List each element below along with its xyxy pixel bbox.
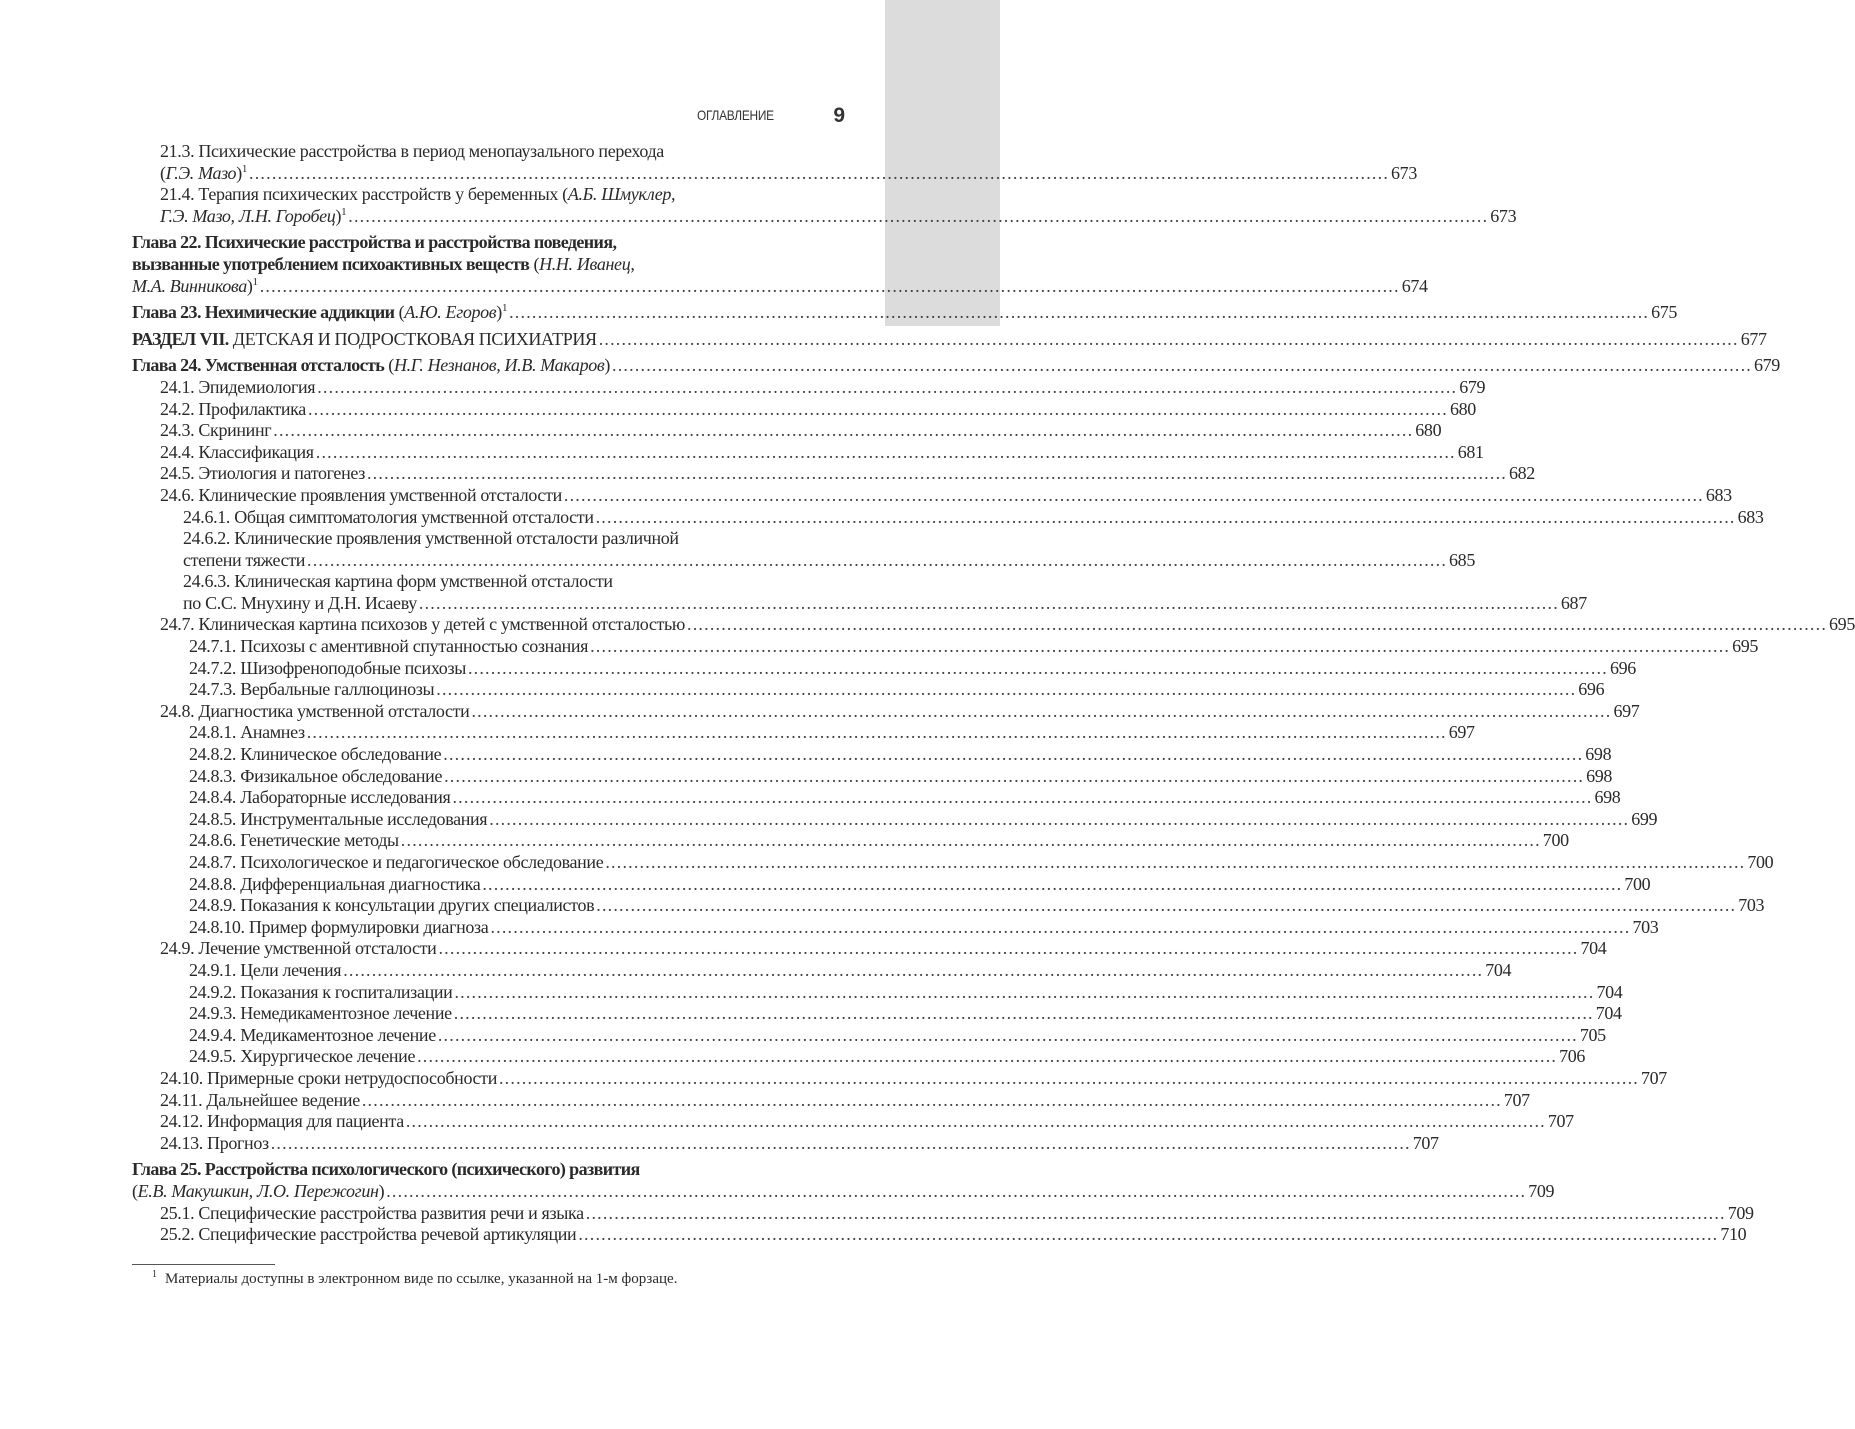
dot-leader: ........................................................................................................................................................................................................ — [452, 787, 1593, 808]
toc-entry-segment: ) — [246, 275, 253, 296]
toc-entry — [132, 1180, 1555, 1203]
toc-entry-segment: 24.9. Лечение умственной отсталости — [160, 938, 437, 959]
toc-page-number: 706 — [1559, 1046, 1586, 1067]
toc-entry — [132, 302, 1678, 324]
toc-entry-text — [160, 463, 365, 485]
toc-page-number: 707 — [1503, 1089, 1530, 1110]
toc-entry-text — [189, 766, 442, 788]
footnote-ref: 1 — [341, 205, 347, 218]
toc-entry-segment: 24.8.9. Показания к консультации других специалистов — [189, 895, 595, 916]
toc-entry-segment: ) — [496, 302, 502, 323]
toc-entry-text — [132, 254, 635, 276]
toc-entry-text — [160, 1203, 584, 1225]
toc-entry-segment: А.Ю. Егоров — [404, 302, 497, 323]
toc-page-number: 698 — [1594, 787, 1621, 808]
dot-leader: ........................................................................................................................................................................................................ — [612, 355, 1752, 376]
dot-leader: ........................................................................................................................................................................................................ — [259, 275, 1400, 296]
dot-leader: ........................................................................................................................................................................................................ — [443, 744, 1584, 765]
toc-entry-text — [160, 141, 664, 163]
toc-entry — [132, 398, 1476, 421]
toc-entry — [132, 376, 1486, 399]
toc-entry-segment: ( — [384, 355, 394, 376]
toc-entry-segment: 21.4. Терапия психических расстройств у беременных ( — [160, 184, 568, 205]
toc-entry-segment: 24.4. Классификация — [160, 441, 314, 462]
toc-entry-segment: 24.8.4. Лабораторные исследования — [189, 787, 451, 808]
toc-entry-text — [132, 1181, 384, 1203]
dot-leader: ........................................................................................................................................................................................................ — [307, 398, 1448, 419]
toc-entry-segment: ( — [394, 302, 405, 323]
dot-leader: ........................................................................................................................................................................................................ — [444, 765, 1585, 786]
toc-entry-text — [183, 528, 679, 550]
toc-entry-text — [160, 938, 436, 960]
toc-page-number: 679 — [1754, 355, 1780, 376]
toc-entry-segment: ) — [335, 205, 342, 226]
toc-page-number: 699 — [1631, 808, 1658, 829]
toc-entry — [132, 1089, 1530, 1112]
toc-entry-segment: 24.2. Профилактика — [160, 398, 306, 419]
dot-leader: ........................................................................................................................................................................................................ — [315, 441, 1456, 462]
footnote-text: Материалы доступны в электронном виде по ссылке, указанной на 1-м форзаце. — [165, 1271, 678, 1287]
toc-entry — [132, 700, 1640, 723]
toc-entry-segment: 24.9.3. Немедикаментозное лечение — [189, 1003, 452, 1024]
toc-entry-segment: Е.В. Макушкин, Л.О. Пережогин — [137, 1180, 379, 1201]
dot-leader: ........................................................................................................................................................................................................ — [366, 463, 1507, 484]
toc-entry — [132, 895, 1765, 917]
toc-entry-segment: 24.8.10. Пример формулировки диагноза — [189, 916, 489, 937]
toc-page-number: 697 — [1448, 722, 1475, 743]
toc-entry-text — [183, 593, 417, 615]
dot-leader: ........................................................................................................................................................................................................ — [490, 916, 1631, 937]
dot-leader: ........................................................................................................................................................................................................ — [598, 328, 1739, 349]
toc-entry — [132, 1224, 1747, 1246]
toc-entry-text — [189, 830, 399, 852]
toc-entry — [132, 205, 1517, 228]
toc-entry — [132, 184, 843, 206]
toc-entry-text — [132, 302, 507, 324]
toc-entry-text — [189, 787, 450, 809]
toc-page-number: 677 — [1740, 328, 1767, 349]
toc-entry — [132, 162, 1417, 185]
toc-entry-segment: Г.Э. Мазо — [165, 162, 237, 183]
toc-entry-segment: Н.Г. Незнанов, И.В. Макаров — [393, 355, 605, 376]
toc-entry — [132, 254, 843, 276]
toc-entry-segment: 24.10. Примерные сроки нетрудоспособности — [160, 1067, 497, 1088]
toc-page-number: 695 — [1829, 614, 1855, 635]
toc-entry — [132, 592, 1587, 615]
toc-page-number: 707 — [1640, 1067, 1667, 1088]
toc-entry-segment: 24.6. Клинические проявления умственной отсталости — [160, 484, 562, 505]
toc-entry — [132, 787, 1621, 809]
toc-entry-text — [189, 852, 603, 874]
toc-entry — [132, 722, 1475, 744]
toc-entry-segment: Глава 23. Нехимические аддикции — [132, 302, 395, 323]
toc-entry-segment: вызванные употреблением психоактивных веществ — [132, 253, 530, 274]
toc-entry-segment: А.Б. Шмуклер, — [567, 184, 676, 205]
footnote-ref: 1 — [501, 302, 508, 315]
toc-entry-segment: 24.6.3. Клиническая картина форм умственной отсталости — [183, 571, 613, 592]
toc-entry-segment: 24.8. Диагностика умственной отсталости — [160, 700, 470, 721]
toc-page-number: 679 — [1459, 376, 1486, 397]
toc-entry — [132, 1159, 843, 1181]
toc-entry-text — [183, 507, 594, 529]
toc-page-number: 675 — [1651, 302, 1678, 323]
toc-page-number: 683 — [1705, 484, 1732, 505]
toc-page-number: 704 — [1596, 981, 1623, 1002]
toc-entry-segment: Глава 25. Расстройства психологического (психического) развития — [132, 1159, 640, 1180]
toc-entry-text — [160, 701, 469, 723]
dot-leader: ........................................................................................................................................................................................................ — [687, 614, 1828, 635]
toc-entry — [132, 657, 1636, 680]
toc-entry-text — [189, 809, 487, 831]
toc-entry-segment: 24.8.2. Клиническое обследование — [189, 744, 442, 765]
toc-page-number: 695 — [1732, 636, 1759, 657]
toc-page-number: 673 — [1490, 205, 1517, 226]
toc-entry-segment: 24.5. Этиология и патогенез — [160, 463, 365, 484]
toc-page-number: 700 — [1542, 830, 1569, 851]
dot-leader: ........................................................................................................................................................................................................ — [386, 1180, 1527, 1201]
toc-entry — [132, 141, 843, 163]
toc-entry-segment: РАЗДЕЛ VII. — [132, 328, 229, 349]
footnote-ref: 1 — [241, 162, 248, 175]
footnote-ref: 1 — [252, 275, 258, 288]
dot-leader: ........................................................................................................................................................................................................ — [578, 1224, 1719, 1245]
toc-entry-text — [160, 420, 271, 442]
dot-leader: ........................................................................................................................................................................................................ — [249, 162, 1390, 183]
toc-entry-segment: Глава 24. Умственная отсталость — [132, 355, 385, 376]
toc-entry-segment: ) — [604, 355, 610, 376]
toc-entry-segment: 24.8.3. Физикальное обследование — [189, 765, 443, 786]
toc-entry-segment: Глава 22. Психические расстройства и расстройства поведения, — [132, 232, 617, 253]
toc-entry-text — [189, 722, 305, 744]
running-header — [600, 104, 845, 128]
toc-entry-segment: Н.Н. Иванец, — [539, 253, 635, 274]
toc-entry — [132, 1067, 1667, 1090]
toc-entry-text — [160, 1224, 576, 1246]
toc-entry-text — [160, 442, 314, 464]
footnote-mark: 1 — [152, 1269, 157, 1280]
dot-leader: ........................................................................................................................................................................................................ — [348, 205, 1489, 226]
toc-entry — [132, 1132, 1439, 1155]
toc-entry — [132, 484, 1732, 507]
dot-leader: ........................................................................................................................................................................................................ — [596, 895, 1737, 916]
toc-entry-segment: 24.8.7. Психологическое и педагогическое обследование — [189, 852, 604, 872]
toc-entry-segment: 24.13. Прогноз — [160, 1132, 269, 1153]
toc-entry-text — [132, 232, 616, 254]
toc-entry-text — [132, 355, 610, 377]
dot-leader: ........................................................................................................................................................................................................ — [595, 506, 1736, 527]
dot-leader: ........................................................................................................................................................................................................ — [563, 484, 1704, 505]
toc-entry — [132, 571, 843, 593]
dot-leader: ........................................................................................................................................................................................................ — [453, 1003, 1594, 1024]
dot-leader: ........................................................................................................................................................................................................ — [307, 549, 1448, 570]
toc-entry-segment: 24.9.4. Медикаментозное лечение — [189, 1024, 436, 1045]
toc-page-number: 700 — [1747, 852, 1774, 872]
toc-entry-text — [160, 485, 562, 507]
dot-leader: ........................................................................................................................................................................................................ — [273, 420, 1414, 441]
toc-entry-text — [132, 276, 258, 298]
toc-page-number: 707 — [1547, 1111, 1574, 1132]
dot-leader: ........................................................................................................................................................................................................ — [417, 1046, 1558, 1067]
toc-entry-segment: 24.9.1. Цели лечения — [189, 959, 342, 980]
toc-entry-segment: по С.С. Мнухину и Д.Н. Исаеву — [183, 592, 417, 613]
toc-entry-segment: ) — [378, 1180, 385, 1201]
dot-leader: ........................................................................................................................................................................................................ — [438, 938, 1579, 959]
toc-entry-segment: 24.6.1. Общая симптоматология умственной отсталости — [183, 506, 594, 527]
toc-entry — [132, 765, 1613, 788]
toc-page-number: 704 — [1485, 959, 1512, 980]
toc-entry — [132, 232, 843, 254]
toc-page-number: 697 — [1613, 700, 1640, 721]
toc-entry-text — [183, 571, 613, 593]
dot-leader: ........................................................................................................................................................................................................ — [454, 981, 1595, 1002]
dot-leader: ........................................................................................................................................................................................................ — [590, 636, 1731, 657]
toc-page-number: 680 — [1449, 398, 1476, 419]
toc-entry-text — [160, 614, 685, 636]
toc-page-number: 682 — [1508, 463, 1535, 484]
dot-leader: ........................................................................................................................................................................................................ — [270, 1132, 1411, 1153]
toc-page-number: 700 — [1624, 873, 1651, 894]
toc-page-number: 698 — [1586, 765, 1613, 786]
toc-entry-segment: ) — [236, 162, 242, 183]
toc-entry-text — [189, 744, 441, 766]
toc-entry — [132, 420, 1442, 442]
toc-entry-segment: 25.2. Специфические расстройства речевой артикуляции — [160, 1224, 577, 1245]
toc-entry — [132, 441, 1484, 464]
toc-entry-segment: 24.7. Клиническая картина психозов у детей с умственной отсталостью — [160, 614, 686, 635]
toc-entry-segment: 24.12. Информация для пациента — [160, 1111, 404, 1132]
dot-leader: ........................................................................................................................................................................................................ — [585, 1202, 1726, 1223]
toc-entry-segment: М.А. Винникова — [132, 275, 247, 296]
dot-leader: ........................................................................................................................................................................................................ — [471, 700, 1612, 721]
toc-entry-text — [160, 184, 675, 206]
toc-entry-text — [189, 658, 466, 680]
toc-entry-text — [189, 982, 452, 1004]
toc-page-number: 683 — [1737, 506, 1764, 527]
toc-page-number: 674 — [1401, 275, 1428, 296]
toc-entry-segment: 24.8.1. Анамнез — [189, 722, 305, 743]
toc-entry — [132, 808, 1658, 831]
toc-entry-segment: 24.11. Дальнейшее ведение — [160, 1089, 360, 1110]
toc-entry-segment: 24.8.6. Генетические методы — [189, 830, 399, 851]
table-of-contents — [132, 141, 1855, 1246]
toc-entry-segment: Г.Э. Мазо, Л.Н. Горобец — [160, 205, 336, 226]
toc-entry — [132, 744, 1612, 766]
dot-leader: ........................................................................................................................................................................................................ — [343, 959, 1484, 980]
toc-entry-text — [183, 550, 305, 572]
dot-leader: ........................................................................................................................................................................................................ — [317, 376, 1458, 397]
toc-entry — [132, 614, 1855, 636]
dot-leader: ........................................................................................................................................................................................................ — [467, 657, 1608, 678]
toc-page-number: 680 — [1415, 420, 1442, 441]
dot-leader: ........................................................................................................................................................................................................ — [605, 852, 1746, 872]
toc-entry-segment: 24.7.2. Шизофреноподобные психозы — [189, 657, 466, 678]
dot-leader: ........................................................................................................................................................................................................ — [482, 873, 1623, 894]
toc-entry-segment: 24.6.2. Клинические проявления умственной отсталости различной — [183, 528, 679, 549]
toc-entry-text — [160, 377, 315, 399]
dot-leader: ........................................................................................................................................................................................................ — [498, 1067, 1639, 1088]
toc-entry-segment: 21.3. Психические расстройства в период менопаузального перехода — [160, 141, 664, 161]
toc-page-number: 710 — [1720, 1224, 1747, 1245]
dot-leader: ........................................................................................................................................................................................................ — [509, 302, 1650, 323]
toc-page-number: 703 — [1738, 895, 1765, 916]
toc-entry — [132, 549, 1475, 572]
dot-leader: ........................................................................................................................................................................................................ — [361, 1089, 1502, 1110]
toc-entry-segment: 24.7.1. Психозы с аментивной спутанностью сознания — [189, 636, 589, 657]
toc-entry — [132, 275, 1428, 298]
toc-entry — [132, 1111, 1574, 1133]
toc-page-number: 681 — [1457, 441, 1484, 462]
toc-entry-text — [189, 1046, 415, 1068]
toc-page-number: 709 — [1528, 1180, 1555, 1201]
toc-page-number: 685 — [1449, 549, 1475, 570]
toc-entry — [132, 328, 1767, 351]
toc-entry-text — [189, 1003, 452, 1025]
toc-entry-segment: 24.9.2. Показания к госпитализации — [189, 981, 453, 1002]
footnote — [152, 1271, 677, 1288]
toc-entry-text — [160, 1068, 497, 1090]
toc-entry-text — [160, 399, 306, 421]
toc-entry-segment: ( — [132, 1180, 138, 1201]
toc-page-number: 673 — [1391, 162, 1417, 183]
toc-entry — [132, 1003, 1622, 1025]
toc-entry-text — [132, 329, 597, 351]
toc-entry-text — [160, 1111, 404, 1133]
toc-page-number: 707 — [1412, 1132, 1439, 1153]
toc-entry — [132, 1202, 1754, 1225]
toc-entry — [132, 355, 1780, 377]
footnote-divider — [132, 1264, 275, 1265]
toc-entry-segment: ДЕТСКАЯ И ПОДРОСТКОВАЯ ПСИХИАТРИЯ — [228, 328, 597, 349]
page-number: 9 — [833, 104, 845, 127]
toc-entry-text — [189, 895, 594, 917]
toc-entry — [132, 1046, 1586, 1068]
toc-page-number: 709 — [1727, 1202, 1754, 1223]
toc-entry-text — [189, 636, 588, 658]
toc-entry-segment: 24.7.3. Вербальные галлюцинозы — [189, 679, 435, 700]
toc-page-number: 696 — [1609, 657, 1636, 678]
toc-entry — [132, 938, 1607, 960]
dot-leader: ........................................................................................................................................................................................................ — [437, 1024, 1578, 1045]
toc-entry — [132, 463, 1535, 485]
dot-leader: ........................................................................................................................................................................................................ — [306, 722, 1447, 743]
dot-leader: ........................................................................................................................................................................................................ — [436, 679, 1577, 700]
toc-entry — [132, 830, 1569, 852]
toc-entry-text — [189, 917, 488, 939]
toc-entry-text — [189, 960, 341, 982]
toc-entry-text — [132, 1159, 640, 1181]
toc-entry — [132, 852, 1774, 874]
toc-entry — [132, 981, 1623, 1004]
toc-entry — [132, 1024, 1606, 1047]
toc-entry-segment: 25.1. Специфические расстройства развития речи и языка — [160, 1202, 584, 1223]
toc-entry — [132, 679, 1605, 701]
toc-entry — [132, 959, 1512, 982]
toc-entry-segment: 24.8.5. Инструментальные исследования — [189, 808, 488, 829]
toc-entry-text — [160, 1090, 360, 1112]
toc-page-number: 687 — [1560, 592, 1587, 613]
toc-entry-text — [160, 206, 346, 228]
toc-page-number: 703 — [1632, 916, 1659, 937]
toc-entry-text — [160, 163, 247, 185]
toc-entry-segment: ( — [529, 253, 540, 274]
toc-entry-text — [189, 1025, 436, 1047]
toc-entry-segment: 24.1. Эпидемиология — [160, 376, 316, 397]
toc-entry-segment: 24.8.8. Дифференциальная диагностика — [189, 873, 481, 894]
dot-leader: ........................................................................................................................................................................................................ — [489, 808, 1630, 829]
dot-leader: ........................................................................................................................................................................................................ — [400, 830, 1541, 851]
toc-entry-text — [189, 679, 434, 701]
toc-page-number: 705 — [1579, 1024, 1606, 1045]
toc-entry — [132, 873, 1651, 896]
toc-page-number: 696 — [1578, 679, 1605, 700]
toc-entry — [132, 506, 1764, 529]
toc-entry — [132, 636, 1759, 658]
toc-entry-segment: ( — [160, 162, 166, 183]
toc-page-number: 704 — [1580, 938, 1607, 959]
toc-page-number: 704 — [1595, 1003, 1622, 1024]
toc-entry — [132, 916, 1659, 939]
toc-entry-segment: 24.9.5. Хирургическое лечение — [189, 1046, 416, 1067]
toc-entry-text — [189, 874, 480, 896]
toc-entry-segment: 24.3. Скрининг — [160, 420, 272, 441]
dot-leader: ........................................................................................................................................................................................................ — [418, 592, 1559, 613]
toc-entry-segment: степени тяжести — [183, 549, 306, 570]
toc-page-number: 698 — [1585, 744, 1612, 765]
toc-entry-text — [160, 1133, 269, 1155]
toc-entry — [132, 528, 843, 550]
dot-leader: ........................................................................................................................................................................................................ — [405, 1111, 1546, 1132]
running-header-title: ОГЛАВЛЕНИЕ — [697, 107, 774, 123]
